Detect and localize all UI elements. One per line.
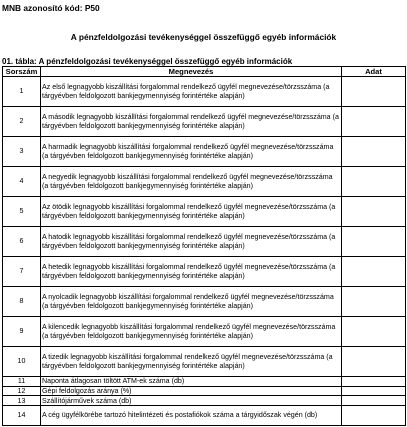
row-number: 11 <box>3 377 41 387</box>
table-row <box>3 77 406 107</box>
data-cell[interactable] <box>342 227 406 257</box>
data-cell[interactable] <box>342 257 406 287</box>
info-table <box>2 66 406 426</box>
data-cell[interactable] <box>342 405 406 425</box>
row-label: A kilencedik legnagyobb kiszállítási forgalommal rendelkező ügyfél megnevezése/törzsszáma (a tárgyévben feldolgozott bankjegymennyiség forintértéke alapján) <box>41 317 342 347</box>
data-cell[interactable] <box>342 107 406 137</box>
table-row <box>3 107 406 137</box>
row-number: 10 <box>3 347 41 377</box>
page-title: A pénzfeldolgozási tevékenységgel összefüggő egyéb információk <box>70 32 337 42</box>
table-row <box>3 396 406 406</box>
data-cell[interactable] <box>342 167 406 197</box>
table-row <box>3 347 406 377</box>
table-caption: 01. tábla: A pénzfeldolgozási tevékenységgel összefüggő egyéb információk <box>2 57 293 66</box>
mnb-code: MNB azonosító kód: P50 <box>2 3 100 13</box>
row-label: Szállítójárművek száma (db) <box>41 396 342 406</box>
row-label: A hetedik legnagyobb kiszállítási forgalommal rendelkező ügyfél megnevezése/törzsszáma (a tárgyévben feldolgozott bankjegymennyiség forintértéke alapján) <box>41 257 342 287</box>
row-number: 1 <box>3 77 41 107</box>
row-label: A második legnagyobb kiszállítási forgalommal rendelkező ügyfél megnevezése/törzsszáma (a tárgyévben feldolgozott bankjegymennyiség forintértéke alapján) <box>41 107 342 137</box>
table-row <box>3 405 406 425</box>
row-number: 3 <box>3 137 41 167</box>
column-header-megnevezes: Megnevezés <box>41 67 342 77</box>
table-row <box>3 377 406 387</box>
row-label: Naponta átlagosan töltött ATM-ek száma (db) <box>41 377 342 387</box>
table-row <box>3 167 406 197</box>
data-cell[interactable] <box>342 377 406 387</box>
row-number: 12 <box>3 386 41 396</box>
column-header-sorszam: Sorszám <box>3 67 41 77</box>
row-label: Az ötödik legnagyobb kiszállítási forgalommal rendelkező ügyfél megnevezése/törzsszáma (a tárgyévben feldolgozott bankjegymennyiség forintértéke alapján) <box>41 197 342 227</box>
row-number: 6 <box>3 227 41 257</box>
row-label: A hatodik legnagyobb kiszállítási forgalommal rendelkező ügyfél megnevezése/törzsszáma (a tárgyévben feldolgozott bankjegymennyiség forintértéke alapján) <box>41 227 342 257</box>
data-cell[interactable] <box>342 317 406 347</box>
table-row <box>3 287 406 317</box>
row-label: Gépi feldolgozás aránya (%) <box>41 386 342 396</box>
row-number: 7 <box>3 257 41 287</box>
row-label: A negyedik legnagyobb kiszállítási forgalommal rendelkező ügyfél megnevezése/törzsszáma (a tárgyévben feldolgozott bankjegymennyiség forintértéke alapján) <box>41 167 342 197</box>
row-number: 8 <box>3 287 41 317</box>
table-row <box>3 386 406 396</box>
data-cell[interactable] <box>342 137 406 167</box>
row-number: 14 <box>3 405 41 425</box>
row-label: A nyolcadik legnagyobb kiszállítási forgalommal rendelkező ügyfél megnevezése/törzsszáma (a tárgyévben feldolgozott bankjegymennyiség forintértéke alapján) <box>41 287 342 317</box>
table-row <box>3 137 406 167</box>
table-row <box>3 227 406 257</box>
data-cell[interactable] <box>342 287 406 317</box>
data-cell[interactable] <box>342 347 406 377</box>
row-label: A cég ügyfélkörébe tartozó hitelintézeti és postafiókok száma a tárgyidőszak végén (db) <box>41 405 342 425</box>
row-number: 4 <box>3 167 41 197</box>
row-number: 5 <box>3 197 41 227</box>
data-cell[interactable] <box>342 396 406 406</box>
data-cell[interactable] <box>342 197 406 227</box>
table-row <box>3 317 406 347</box>
row-label: A harmadik legnagyobb kiszállítási forgalommal rendelkező ügyfél megnevezése/törzsszáma (a tárgyévben feldolgozott bankjegymennyiség forintértéke alapján) <box>41 137 342 167</box>
table-row <box>3 257 406 287</box>
column-header-adat: Adat <box>342 67 406 77</box>
data-cell[interactable] <box>342 77 406 107</box>
row-number: 9 <box>3 317 41 347</box>
row-label: A tizedik legnagyobb kiszállítási forgalommal rendelkező ügyfél megnevezése/törzsszáma (a tárgyévben feldolgozott bankjegymennyiség forintértéke alapján) <box>41 347 342 377</box>
data-cell[interactable] <box>342 386 406 396</box>
row-number: 2 <box>3 107 41 137</box>
table-row <box>3 197 406 227</box>
row-label: Az első legnagyobb kiszállítási forgalommal rendelkező ügyfél megnevezése/törzsszáma (a tárgyévben feldolgozott bankjegymennyiség forintértéke alapján) <box>41 77 342 107</box>
row-number: 13 <box>3 396 41 406</box>
table-header-row <box>3 67 406 77</box>
